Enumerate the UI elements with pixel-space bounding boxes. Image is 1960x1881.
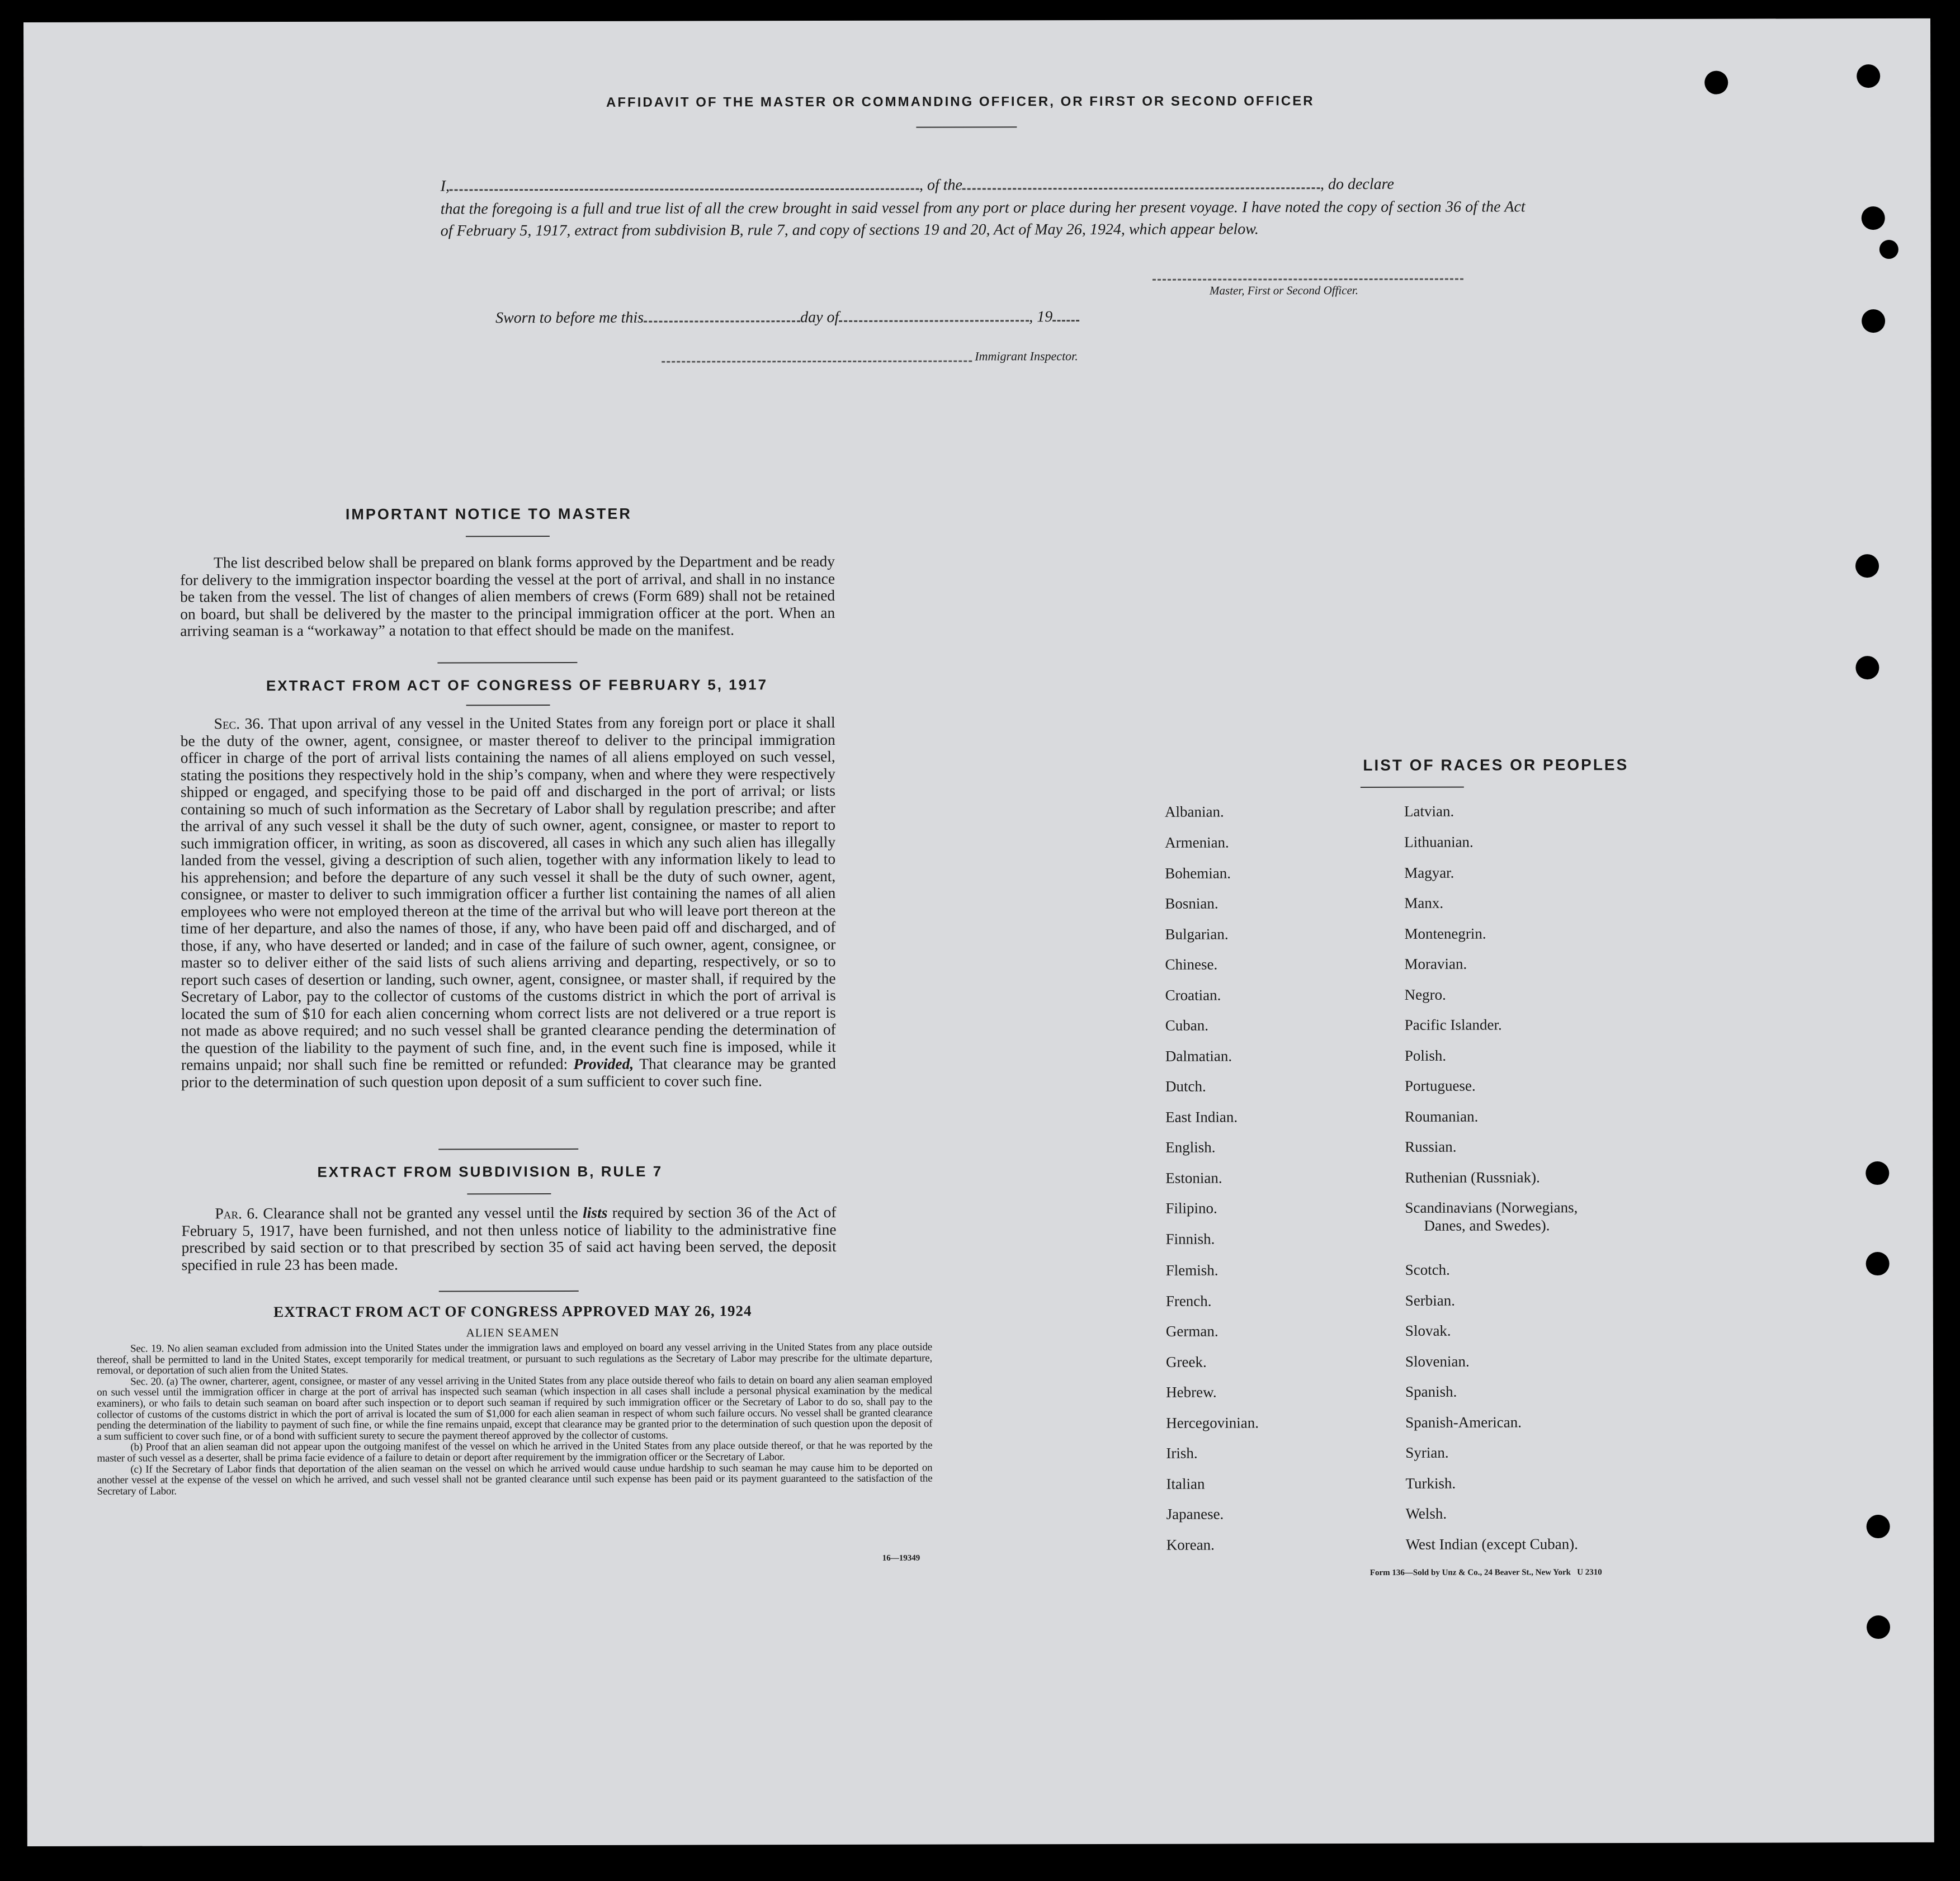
inspector-caption: Immigrant Inspector.	[975, 349, 1078, 363]
master-signature-caption: Master, First or Second Officer.	[1209, 283, 1359, 297]
binder-hole	[1867, 1515, 1890, 1538]
races-divider	[1361, 787, 1464, 788]
race-item: Estonian.	[1165, 1169, 1222, 1187]
par-6-text-a: Clearance shall not be granted any vessel until the	[263, 1203, 578, 1222]
binder-hole	[1867, 1615, 1890, 1639]
declaration-line	[441, 170, 1526, 195]
do-declare-label: , do declare	[1320, 175, 1394, 193]
race-item: Flemish.	[1165, 1261, 1218, 1279]
affidavit-divider	[916, 126, 1017, 127]
race-item: Portuguese.	[1404, 1077, 1476, 1094]
race-item: Syrian.	[1405, 1444, 1449, 1461]
race-item: Scandinavians (Norwegians,	[1405, 1199, 1578, 1216]
race-item: Danes, and Swedes).	[1424, 1217, 1550, 1234]
name-blank[interactable]	[450, 172, 919, 191]
race-item: Spanish-American.	[1405, 1414, 1522, 1431]
sworn-year-blank[interactable]	[1052, 303, 1079, 322]
extract-1917-title: EXTRACT FROM ACT OF CONGRESS OF FEBRUARY 5, 1917	[266, 676, 768, 694]
race-item: Bulgarian.	[1165, 925, 1229, 943]
binder-hole	[1704, 71, 1728, 94]
rule7-divider	[467, 1193, 551, 1194]
notice-divider	[466, 536, 550, 537]
race-item: Latvian.	[1404, 802, 1454, 820]
sec-36-text: That upon arrival of any vessel in the United States from any foreign port or place it shall be the duty of the owner, agent, consignee, or master thereof to deliver to the principal immigration officer in charge of the port of arrival lists containing the names of all aliens employed on such vessel, stating the positions they respectively hold in the ship’s company, when and where they were respectively shipped or engaged, and specifying those to be paid off and discharged in the port of arrival; or lists containing so much of such information as the Secretary of Labor shall by regulation prescribe; and after the arrival of any such vessel it shall be the duty of such owner, agent, consignee, or master to report to such immigration officer, in writing, as soon as discovered, all cases in which any such alien has illegally landed from the vessel, giving a description of such alien, together with any information likely to lead to his apprehension; and before the departure of any such vessel it shall be the duty of such owner, agent, consignee, or master to deliver to such immigration officer a further list containing the names of all alien employees who were not employed thereon at the time of the arrival but who will leave port thereon at the time of her departure, and also the names of those, if any, who have been paid off and discharged, and of those, if any, who have deserted or landed; and in case of the failure of such owner, agent, consignee, or master so to deliver either of the said lists of such aliens arriving and departing, respectively, or so to report such cases of desertion or landing, such owner, agent, consignee, or master shall, if required by the Secretary of Labor, pay to the collector of customs of the customs district in which the port of arrival is located the sum of $10 for each alien concerning whom correct lists are not delivered or a true report is not made as above required; and no such vessel shall be granted clearance pending the determination of the question of the liability to the payment of such fine, and, in the event such fine is imposed, while it remains unpaid; nor shall such fine be remitted or refunded:	[180, 713, 836, 1074]
race-item: East Indian.	[1165, 1108, 1238, 1126]
race-item: Manx.	[1404, 894, 1444, 911]
binder-hole	[1862, 206, 1885, 230]
lists-word: lists	[583, 1203, 608, 1221]
race-item: French.	[1165, 1292, 1212, 1310]
race-item: Cuban.	[1165, 1017, 1209, 1034]
race-item: Slovenian.	[1405, 1353, 1470, 1370]
of-the-label: , of the	[919, 176, 962, 194]
binder-hole	[1862, 309, 1885, 333]
binder-hole	[1855, 656, 1879, 679]
race-item: Irish.	[1166, 1444, 1198, 1462]
race-item: Slovak.	[1405, 1322, 1451, 1339]
race-item: Montenegrin.	[1404, 925, 1486, 942]
binder-hole	[1866, 1252, 1890, 1275]
race-item: Magyar.	[1404, 864, 1454, 881]
race-item: Russian.	[1405, 1138, 1457, 1155]
race-item: Pacific Islander.	[1404, 1016, 1502, 1033]
race-item: Bosnian.	[1165, 895, 1218, 912]
binder-hole	[1857, 64, 1880, 88]
sworn-day-blank[interactable]	[644, 304, 800, 323]
vessel-blank[interactable]	[962, 171, 1320, 190]
race-item: Chinese.	[1165, 956, 1218, 973]
section-rule-2	[438, 1149, 578, 1150]
sec-19-text: Sec. 19. No alien seaman excluded from admission into the United States under the immigration laws and employed on board any vessel arriving in the United States from any place outside thereof, shall be permitted to land in the United States, except temporarily for medical treatment, or pursuant to such regulations as the Secretary of Labor may prescribe for the ultimate departure, removal, or deportation of such alien from the United States.	[96, 1341, 933, 1377]
section-rule-3	[439, 1291, 579, 1292]
race-item: Italian	[1166, 1475, 1205, 1492]
race-item: Filipino.	[1165, 1199, 1217, 1217]
proviso-text: That clearance may be granted prior to the determination of such question upon deposit of a sum sufficient to cover such fine.	[181, 1054, 836, 1090]
sworn-month-blank[interactable]	[839, 303, 1029, 322]
proviso-word: Provided,	[573, 1055, 634, 1072]
extract-1924-subtitle: ALIEN SEAMEN	[466, 1325, 560, 1340]
race-item: Serbian.	[1405, 1292, 1456, 1309]
extract-1917-body-block	[181, 714, 836, 1090]
race-item: English.	[1165, 1138, 1216, 1156]
race-item: Polish.	[1404, 1047, 1447, 1064]
race-item: Bohemian.	[1165, 864, 1231, 882]
sec-20a-text: Sec. 20. (a) The owner, charterer, agent, consignee, or master of any vessel arriving in the United States from any place outside thereof who fails to detain on board any alien seaman employed on such vessel until the immigration officer in charge at the port of arrival has inspected such seaman (which inspection in all cases shall include a personal physical examination by the medical examiners), or who fails to detain such seaman on board after such inspection or to deport such seaman if required by such immigration officer or the Secretary of Labor to do so, shall pay to the collector of customs of the customs district in which the port of arrival is located the sum of $1,000 for each alien seaman in respect of whom such failure occurs. No vessel shall be granted clearance pending the determination of the liability to payment of such fine, or while the fine remains unpaid, except that clearance may be granted prior to the determination of such question upon the deposit of a sum sufficient to cover such fine, or of a bond with sufficient surety to secure the payment thereof approved by the collector of customs.	[97, 1374, 933, 1443]
par-6-text-b: required by section 36 of the Act of February 5, 1917, have been furnished, and not then unless notice of liability to the administrative fine prescribed by said section or to that prescribed by section 35 of said act having been served, the deposit specified in rule 23 has been made.	[181, 1203, 837, 1273]
binder-hole	[1865, 1161, 1889, 1185]
race-item: Hebrew.	[1166, 1383, 1217, 1401]
race-item: West Indian (except Cuban).	[1405, 1535, 1578, 1553]
form-imprint: Form 136—Sold by Unz & Co., 24 Beaver St., New York U 2310	[1369, 1568, 1602, 1577]
day-of-label: day of	[800, 308, 839, 327]
notice-title: IMPORTANT NOTICE TO MASTER	[345, 505, 632, 523]
race-item: Dalmatian.	[1165, 1047, 1232, 1065]
race-item: Greek.	[1165, 1353, 1207, 1370]
race-item: Croatian.	[1165, 986, 1221, 1004]
sec-20c-text: (c) If the Secretary of Labor finds that deportation of the alien seaman on the vessel on which he arrived would cause undue hardship to such seaman he may cause him to be deported on another vessel at the expense of the vessel on which he arrived, and such vessel shall not be granted clearance until such expense has been paid or its payment guaranteed to the satisfaction of the Secretary of Labor.	[97, 1462, 933, 1497]
binder-hole	[1879, 240, 1898, 259]
par-6-label: Par. 6.	[215, 1204, 259, 1222]
race-item: Lithuanian.	[1404, 833, 1473, 850]
i-label: I,	[440, 177, 450, 195]
year-label: , 19	[1029, 308, 1053, 326]
inspector-signature-line[interactable]	[662, 360, 972, 362]
race-item: Negro.	[1404, 986, 1446, 1003]
master-signature-line[interactable]	[1153, 278, 1463, 281]
sec-36-label: Sec. 36.	[214, 715, 265, 732]
race-item: Finnish.	[1165, 1230, 1215, 1247]
extract-1917-divider	[466, 705, 550, 706]
race-item: Korean.	[1166, 1536, 1215, 1553]
sworn-line	[495, 303, 1079, 327]
race-item: German.	[1165, 1322, 1218, 1340]
race-item: Albanian.	[1164, 803, 1224, 820]
race-item: Ruthenian (Russniak).	[1405, 1169, 1540, 1186]
sec-20b-text: (b) Proof that an alien seaman did not appear upon the outgoing manifest of the vessel on which he arrived in the United States from any place outside thereof, or that he was reported by the master of such vessel as a deserter, shall be prima facie evidence of a failure to detain or deport after requirement by the immigration officer or the Secretary of Labor.	[97, 1439, 933, 1464]
race-item: Welsh.	[1405, 1505, 1447, 1522]
declaration-body: that the foregoing is a full and true list of all the crew brought in said vessel from any port or place during her present voyage. I have noted the copy of section 36 of the Act of February 5, 1917, extract from subdivision B, rule 7, and copy of sections 19 and 20, Act of May 26, 1924, which appear below.	[440, 198, 1526, 240]
races-title: LIST OF RACES OR PEOPLES	[1363, 755, 1629, 774]
rule7-title: EXTRACT FROM SUBDIVISION B, RULE 7	[317, 1162, 663, 1180]
race-item: Japanese.	[1166, 1505, 1224, 1523]
race-item: Hercegovinian.	[1166, 1414, 1259, 1431]
race-item: Scotch.	[1405, 1261, 1450, 1278]
rule7-body-block	[181, 1204, 836, 1273]
race-item: Moravian.	[1404, 955, 1467, 972]
extract-1924-title: EXTRACT FROM ACT OF CONGRESS APPROVED MAY 26, 1924	[273, 1302, 752, 1321]
print-code: 16—19349	[882, 1553, 920, 1563]
race-item: Armenian.	[1165, 834, 1229, 851]
race-item: Roumanian.	[1405, 1108, 1479, 1125]
notice-body: The list described below shall be prepared on blank forms approved by the Department and be ready for delivery to the immigration inspector boarding the vessel at the port of arrival, and shall in no instance be taken from the vessel. The list of changes of alien members of crews (Form 689) shall not be retained on board, but shall be delivered by the master to the principal immigration officer at the port. When an arriving seaman is a “workaway” a notation to that effect should be made on the manifest.	[180, 552, 835, 640]
affidavit-title: AFFIDAVIT OF THE MASTER OR COMMANDING OFFICER, OR FIRST OR SECOND OFFICER	[606, 93, 1315, 110]
document-page	[23, 18, 1934, 1846]
sworn-label: Sworn to before me this	[495, 309, 644, 327]
section-rule-1	[437, 662, 577, 664]
binder-hole	[1855, 554, 1879, 578]
extract-1924-body	[97, 1342, 933, 1497]
race-item: Turkish.	[1405, 1474, 1456, 1492]
race-item: Dutch.	[1165, 1077, 1206, 1095]
race-item: Spanish.	[1405, 1383, 1457, 1400]
